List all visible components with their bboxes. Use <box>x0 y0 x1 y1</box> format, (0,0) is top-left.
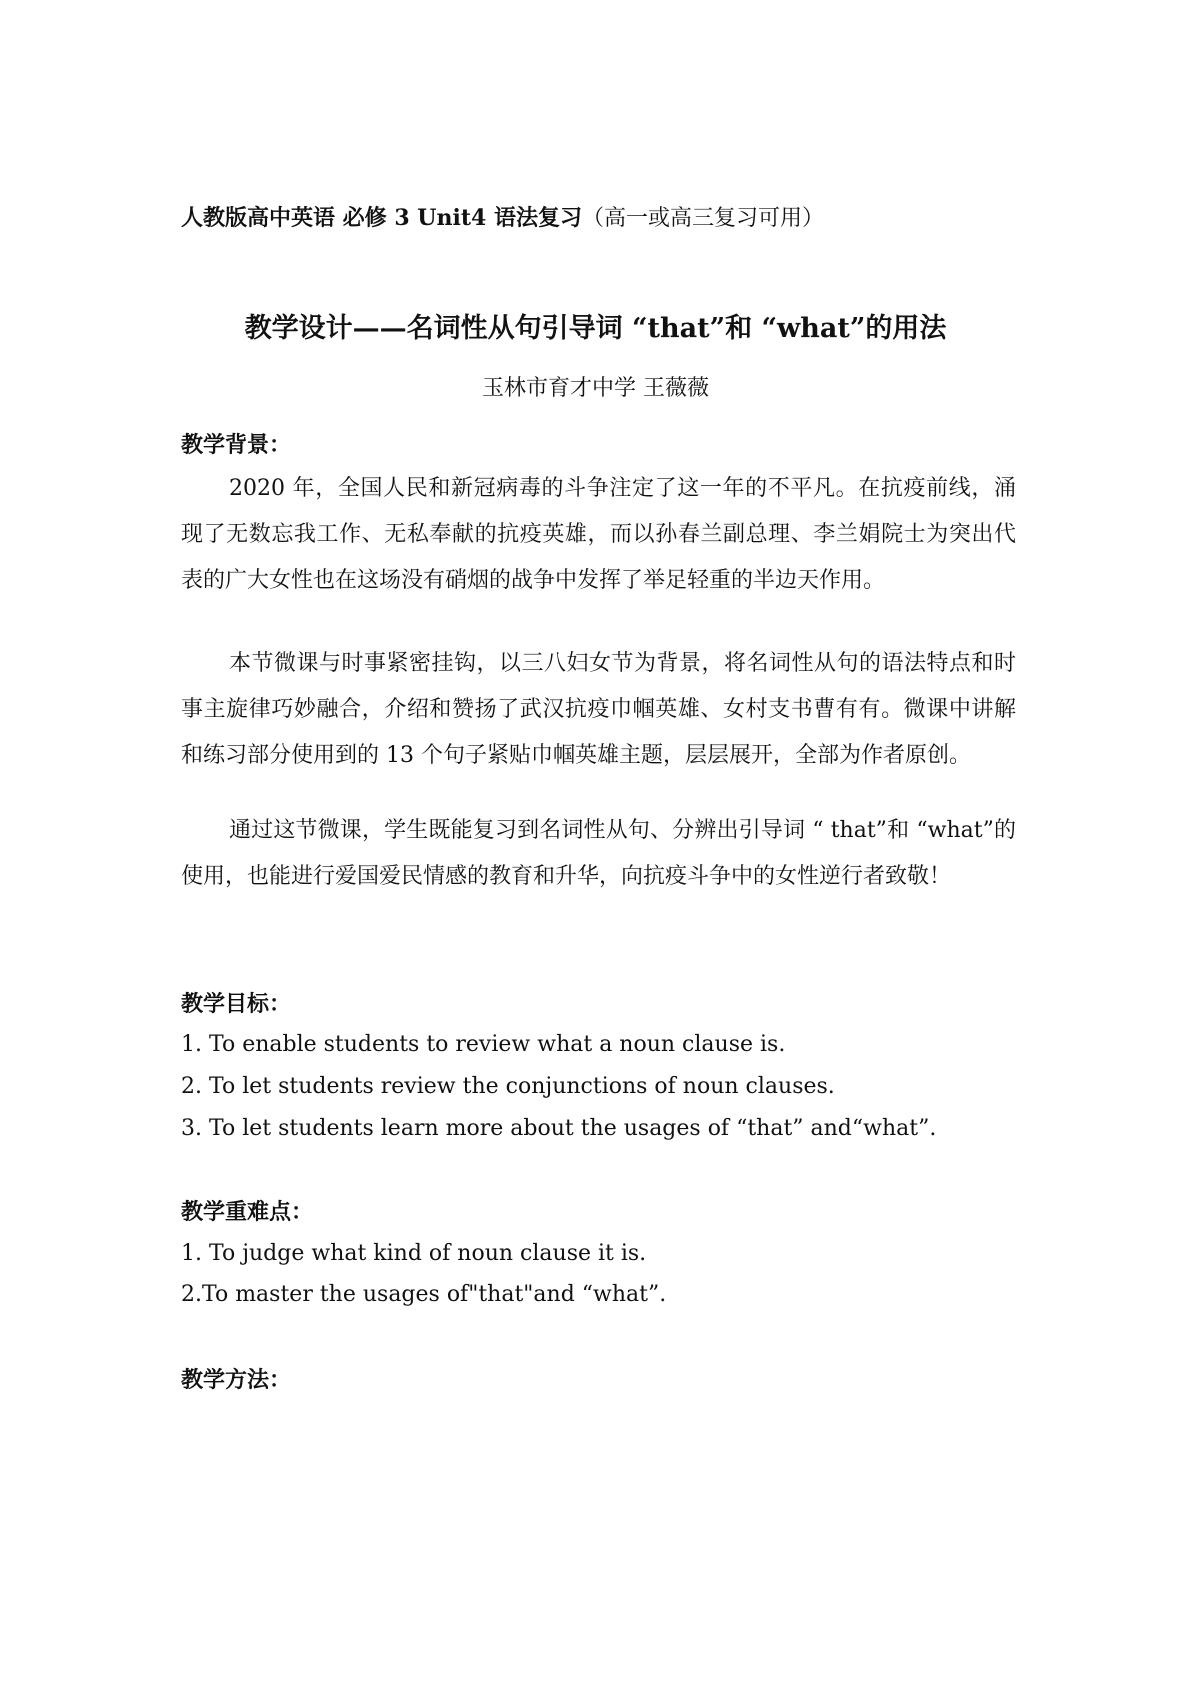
key-points-heading: 教学重难点： <box>181 1199 314 1225</box>
objectives-heading: 教学目标： <box>181 991 292 1017</box>
background-paragraph-3: 通过这节微课，学生既能复习到名词性从句、分辨出引导词 “ that”和 “what”的使用，也能进行爱国爱民情感的教育和升华，向抗疫斗争中的女性逆行者致敬！ <box>181 818 1016 889</box>
header-course-title: 人教版高中英语 必修 3 Unit4 语法复习 <box>181 205 582 231</box>
document-title: 教学设计——名词性从句引导词 “that”和 “what”的用法 <box>244 313 947 344</box>
background-paragraph-1: 2020 年，全国人民和新冠病毒的斗争注定了这一年的不平凡。在抗疫前线，涌现了无数忘我工作、无私奉献的抗疫英雄，而以孙春兰副总理、李兰娟院士为突出代表的广大女性也在这场没有硝烟的战争中发挥了举足轻重的半边天作用。 <box>181 476 1016 593</box>
objective-item-2: 2. To let students review the conjunctions of noun clauses. <box>181 1074 835 1099</box>
document-header <box>181 203 824 234</box>
methods-heading: 教学方法： <box>181 1367 292 1393</box>
objective-item-3: 3. To let students learn more about the usages of “that” and“what”. <box>181 1116 937 1141</box>
header-note: （高一或高三复习可用） <box>581 206 824 231</box>
background-paragraph-2: 本节微课与时事紧密挂钩，以三八妇女节为背景，将名词性从句的语法特点和时事主旋律巧妙融合，介绍和赞扬了武汉抗疫巾帼英雄、女村支书曹有有。微课中讲解和练习部分使用到的 13 个句子紧贴巾帼英雄主题，层层展开，全部为作者原创。 <box>181 651 1016 768</box>
objective-item-1: 1. To enable students to review what a noun clause is. <box>181 1032 786 1057</box>
key-point-item-2: 2.To master the usages of"that"and “what”. <box>181 1282 667 1307</box>
key-point-item-1: 1. To judge what kind of noun clause it is. <box>181 1241 647 1266</box>
background-heading: 教学背景： <box>181 432 292 458</box>
document-author: 玉林市育才中学 王薇薇 <box>482 376 709 401</box>
